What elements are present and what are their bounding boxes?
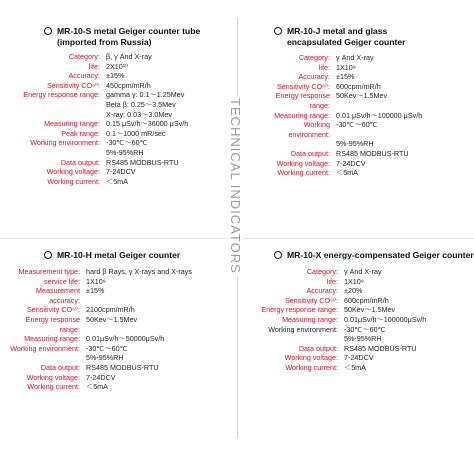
spec-label: Measuring range: (44, 119, 100, 129)
spec-value: 2100cpm/mR/h (86, 305, 135, 315)
spec-row (6, 305, 192, 315)
radio-circle-icon (44, 27, 52, 35)
spec-value: 2X10¹⁰ (106, 61, 129, 71)
spec-row (232, 344, 474, 354)
spec-value: 0.15 μSv/h～36000 μSv/h (106, 119, 189, 129)
spec-row (6, 119, 200, 129)
spec-value: 0.01μSv/h～100000μSv/h (344, 314, 427, 324)
spec-value: ±15% (106, 71, 125, 81)
spec-label: Working current: (277, 168, 330, 178)
spec-row (6, 167, 200, 177)
spec-row (232, 277, 474, 287)
spec-list (262, 53, 422, 178)
spec-row (232, 315, 474, 325)
spec-row (232, 305, 474, 315)
spec-label: Accuracy: (306, 286, 338, 296)
spec-row (6, 177, 200, 187)
spec-row (262, 53, 422, 63)
spec-value: ±15% (86, 286, 105, 296)
spec-list (232, 267, 474, 373)
spec-label: Category: (298, 53, 330, 62)
spec-value: 7-24DCV (86, 372, 116, 382)
spec-label: Working current: (285, 362, 338, 372)
spec-value: Beta β: 0.25～3.5Mev (106, 99, 176, 109)
spec-row (262, 72, 422, 82)
spec-row (6, 353, 192, 363)
spec-row (262, 120, 422, 139)
spec-label: Data output: (298, 343, 338, 353)
technical-indicators-banner: TECHNICAL INDICATORS (228, 98, 243, 274)
spec-label: Working current: (27, 382, 80, 392)
radio-circle-icon (274, 27, 282, 35)
spec-value: 7-24DCV (344, 353, 374, 363)
spec-label: Measuring range: (274, 110, 330, 120)
spec-value: RS485 MODBUS-RTU (106, 157, 179, 167)
spec-label: Sensitivity CO⁶⁰: (27, 305, 80, 315)
spec-title-text: MR-10-H metal Geiger counter (57, 250, 181, 260)
spec-title-text: MR-10-X energy-compensated Geiger counter (287, 250, 474, 260)
radio-circle-icon (44, 251, 52, 259)
spec-label: Working environment: (288, 120, 330, 139)
spec-block-mr-10-x (232, 250, 474, 373)
spec-value: ±15% (336, 72, 355, 82)
spec-value: X-ray: 0.03～3.0Mev (106, 109, 172, 119)
spec-block-title (44, 26, 200, 48)
spec-label: Accuracy: (68, 71, 100, 81)
spec-row (232, 267, 474, 277)
spec-row (6, 286, 192, 305)
spec-value: 7-24DCV (336, 158, 366, 168)
spec-value: ＜5mA (344, 362, 366, 372)
spec-value: ±20% (344, 286, 363, 296)
spec-value: -30℃～60℃ (344, 324, 386, 334)
spec-row (6, 71, 200, 81)
spec-title-text: MR-10-S metal Geiger counter tube (imported from Russia) (57, 26, 201, 47)
spec-label: Energy response range: (23, 90, 100, 100)
spec-label: Peak range: (61, 128, 100, 138)
spec-label: Category: (306, 267, 338, 276)
spec-label: Accuracy: (298, 72, 330, 82)
spec-label: life: (88, 61, 100, 71)
spec-value: ＜5mA (86, 382, 108, 392)
spec-value: RS485 MODBUS-RTU (86, 362, 159, 372)
spec-block-title (274, 26, 422, 48)
spec-value: 5%-95%RH (106, 147, 144, 157)
spec-row (6, 148, 200, 158)
spec-value: 50Kev～1.5Mev (86, 314, 138, 324)
spec-label: Working current: (47, 176, 100, 186)
spec-value: hard β Rays, γ X-rays and X-rays (86, 267, 192, 276)
spec-value: gamma γ: 0.1～1.25Mev (106, 90, 185, 100)
spec-row (232, 325, 474, 335)
spec-row (232, 334, 474, 344)
spec-value: 5%-95%RH (336, 139, 374, 149)
spec-row (6, 315, 192, 334)
spec-row (6, 62, 200, 72)
spec-label: Energy response range: (261, 305, 338, 315)
spec-value: 600cpm/mR/h (336, 81, 381, 91)
spec-value: ＜5mA (336, 168, 358, 178)
spec-label: Working voltage: (276, 158, 330, 168)
spec-row (6, 158, 200, 168)
spec-value: 600cpm/mR/h (344, 295, 389, 305)
spec-list (6, 52, 200, 186)
spec-value: β, γ And X-ray (106, 52, 152, 61)
spec-value: 5%-95%RH (344, 334, 382, 344)
spec-row (232, 353, 474, 363)
spec-label: life: (318, 62, 330, 72)
spec-row (232, 286, 474, 296)
spec-row (262, 91, 422, 110)
spec-value: 0.1～1000 mR/sec (106, 128, 166, 138)
spec-list (6, 267, 192, 392)
spec-block-mr-10-h (6, 250, 192, 392)
spec-row (262, 149, 422, 159)
spec-row (6, 344, 192, 354)
spec-label: Working environment: (30, 138, 100, 148)
spec-block-mr-10-j (262, 26, 422, 178)
spec-value: RS485 MODBUS-RTU (344, 343, 417, 353)
spec-label: Working environment: (268, 324, 338, 334)
spec-row (232, 363, 474, 373)
spec-value: γ And X-ray (344, 267, 382, 276)
spec-block-title (274, 250, 474, 261)
spec-label: life: (326, 276, 338, 286)
spec-value: 0.01μSv/h～50000μSv/h (86, 334, 165, 344)
spec-label: Data output: (60, 157, 100, 167)
spec-value: 450cpm/mR/h (106, 80, 151, 90)
spec-title-text: MR-10-J metal and glass encapsulated Geiger counter (287, 26, 406, 47)
spec-value: 50Kev～1.5Mev (344, 305, 396, 315)
spec-block-mr-10-s (6, 26, 200, 186)
spec-row (6, 110, 200, 120)
spec-row (6, 100, 200, 110)
spec-value: 0.01 μSv/h～100000 μSv/h (336, 110, 423, 120)
spec-row (6, 267, 192, 277)
spec-row (6, 52, 200, 62)
spec-row (262, 63, 422, 73)
spec-value: -30℃～60℃ (336, 120, 378, 130)
spec-label: Measuring range: (282, 314, 338, 324)
radio-circle-icon (274, 251, 282, 259)
spec-label: service life: (44, 276, 80, 286)
spec-row (6, 138, 200, 148)
spec-value: 7-24DCV (106, 167, 136, 177)
spec-label: Working voltage: (46, 167, 100, 177)
spec-row (6, 363, 192, 373)
spec-row (262, 82, 422, 92)
spec-label: Energy response range: (275, 91, 330, 110)
spec-value: 1X10⁹ (344, 276, 364, 286)
spec-label: Measurement accuracy: (36, 286, 80, 305)
spec-row (6, 277, 192, 287)
spec-value: 1X10⁹ (336, 62, 356, 72)
spec-row (262, 111, 422, 121)
spec-label: Working voltage: (284, 353, 338, 363)
spec-block-title (44, 250, 192, 261)
spec-row (262, 168, 422, 178)
spec-label: Data output: (290, 148, 330, 158)
spec-row (6, 373, 192, 383)
spec-value: γ And X-ray (336, 53, 374, 62)
spec-row (6, 90, 200, 100)
spec-row (232, 296, 474, 306)
spec-value: 5%-95%RH (86, 353, 124, 363)
spec-row (6, 129, 200, 139)
spec-label: Sensitivity CO⁶⁰: (285, 295, 338, 305)
spec-row (6, 334, 192, 344)
spec-label: Category: (68, 52, 100, 61)
spec-value: 1X10⁹ (86, 276, 106, 286)
spec-label: Energy response range: (25, 314, 80, 334)
spec-value: -30℃～60℃ (106, 138, 148, 148)
spec-label: Sensitivity CO⁶⁰: (277, 81, 330, 91)
spec-row (262, 139, 422, 149)
spec-row (6, 382, 192, 392)
spec-label: Measurement type: (18, 267, 80, 276)
spec-value: ＜5mA (106, 176, 128, 186)
spec-row (6, 81, 200, 91)
spec-label: Sensitivity CO⁶⁰: (47, 80, 100, 90)
spec-label: Measuring range: (24, 334, 80, 344)
spec-value: -30℃～60℃ (86, 343, 128, 353)
spec-label: Working voltage: (26, 372, 80, 382)
spec-label: Data output: (40, 362, 80, 372)
spec-value: 50Kev～1.5Mev (336, 91, 388, 101)
spec-value: RS485 MODBUS-RTU (336, 148, 409, 158)
spec-label: Working environment: (10, 343, 80, 353)
spec-row (262, 159, 422, 169)
